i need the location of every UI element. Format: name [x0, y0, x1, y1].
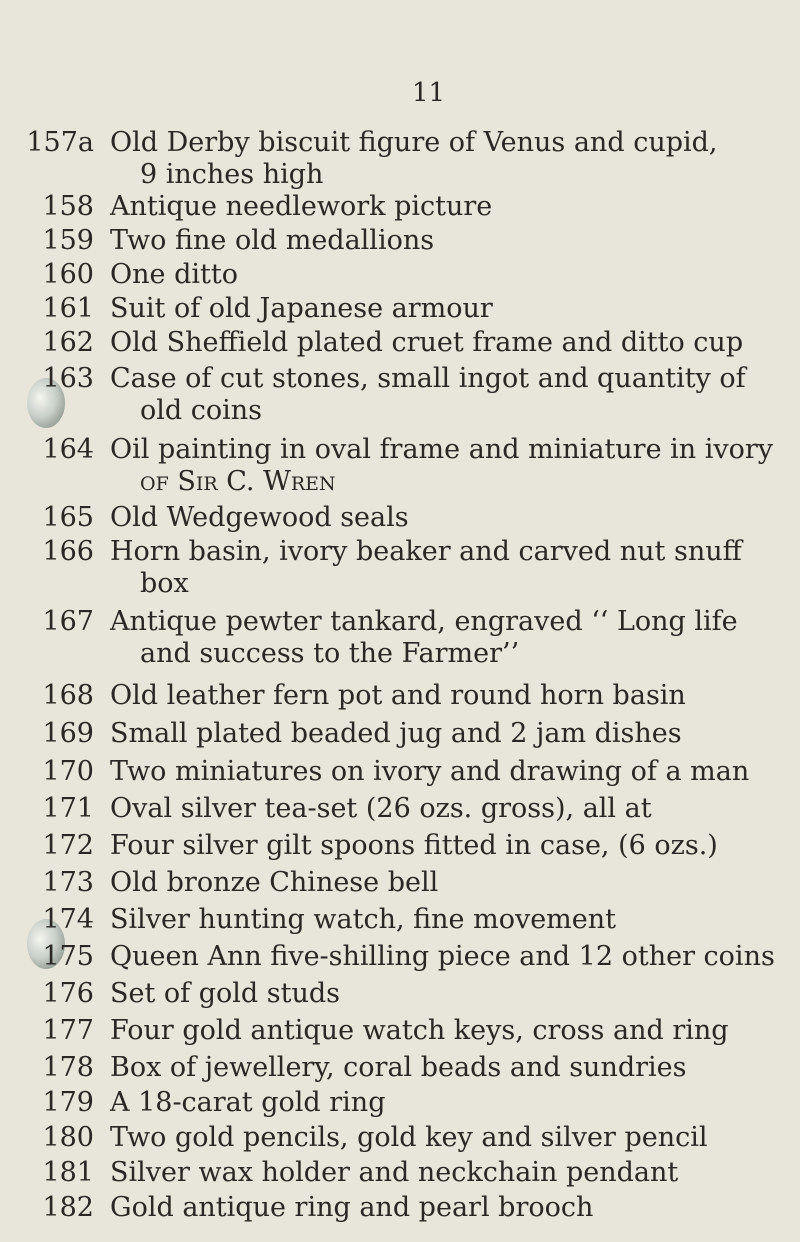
lot-description-continued: of Sir C. Wren: [140, 466, 336, 497]
lot-description: Antique needlework picture: [110, 191, 493, 222]
lot-description: Four silver gilt spoons fitted in case, (6 ozs.): [110, 830, 718, 861]
lot-description: Old Derby biscuit figure of Venus and cupid,: [110, 127, 718, 158]
lot-number: 158: [42, 191, 94, 222]
lot-number: 179: [42, 1087, 94, 1118]
lot-number: 164: [42, 434, 94, 465]
lot-description: Horn basin, ivory beaker and carved nut snuff: [110, 536, 742, 567]
lot-description: Silver wax holder and neckchain pendant: [110, 1157, 679, 1188]
lot-number: 162: [42, 327, 94, 358]
lot-description: Two fine old medallions: [110, 225, 435, 256]
lot-number: 168: [42, 680, 94, 711]
lot-description: A 18-carat gold ring: [110, 1087, 386, 1118]
lot-description-continued: box: [140, 568, 189, 599]
lot-number: 169: [42, 718, 94, 749]
lot-number: 170: [42, 756, 94, 787]
lot-description: Old Wedgewood seals: [110, 502, 409, 533]
lot-description: Set of gold studs: [110, 978, 341, 1009]
lot-description: Oval silver tea-set (26 ozs. gross), all at: [110, 793, 652, 824]
lot-number: 157a: [26, 127, 94, 158]
lot-number: 177: [42, 1015, 94, 1046]
lot-number: 166: [42, 536, 94, 567]
lot-description: Old bronze Chinese bell: [110, 867, 439, 898]
lot-description-continued: 9 inches high: [140, 159, 324, 190]
lot-description: Two miniatures on ivory and drawing of a man: [110, 756, 750, 787]
lot-description: Antique pewter tankard, engraved ‘‘ Long life: [110, 606, 738, 637]
lot-number: 173: [42, 867, 94, 898]
lot-number: 175: [42, 941, 94, 972]
lot-description: Queen Ann five-shilling piece and 12 other coins: [110, 941, 775, 972]
lot-description: Small plated beaded jug and 2 jam dishes: [110, 718, 682, 749]
lot-number: 176: [42, 978, 94, 1009]
lot-description: Old Sheffield plated cruet frame and ditto cup: [110, 327, 744, 358]
lot-description: Silver hunting watch, fine movement: [110, 904, 616, 935]
lot-description: Suit of old Japanese armour: [110, 293, 493, 324]
lot-number: 174: [42, 904, 94, 935]
lot-number: 171: [42, 793, 94, 824]
lot-number: 167: [42, 606, 94, 637]
lot-description: Old leather fern pot and round horn basin: [110, 680, 686, 711]
lot-description: Four gold antique watch keys, cross and ring: [110, 1015, 729, 1046]
lot-description: Box of jewellery, coral beads and sundries: [110, 1052, 687, 1083]
lot-number: 161: [42, 293, 94, 324]
lot-description: One ditto: [110, 259, 238, 290]
lot-description: Case of cut stones, small ingot and quantity of: [110, 363, 746, 394]
lot-number: 165: [42, 502, 94, 533]
lot-number: 180: [42, 1122, 94, 1153]
lot-number: 172: [42, 830, 94, 861]
lot-description: Two gold pencils, gold key and silver pencil: [110, 1122, 708, 1153]
lot-description-continued: and success to the Farmer’’: [140, 638, 520, 669]
lot-number: 181: [42, 1157, 94, 1188]
lot-description: Gold antique ring and pearl brooch: [110, 1192, 594, 1223]
lot-number: 163: [42, 363, 94, 394]
lot-number: 182: [42, 1192, 94, 1223]
lot-description-continued: old coins: [140, 395, 263, 426]
lot-number: 160: [42, 259, 94, 290]
lot-number: 178: [42, 1052, 94, 1083]
page-number: 11: [412, 78, 446, 108]
lot-number: 159: [42, 225, 94, 256]
lot-description: Oil painting in oval frame and miniature in ivory: [110, 434, 774, 465]
